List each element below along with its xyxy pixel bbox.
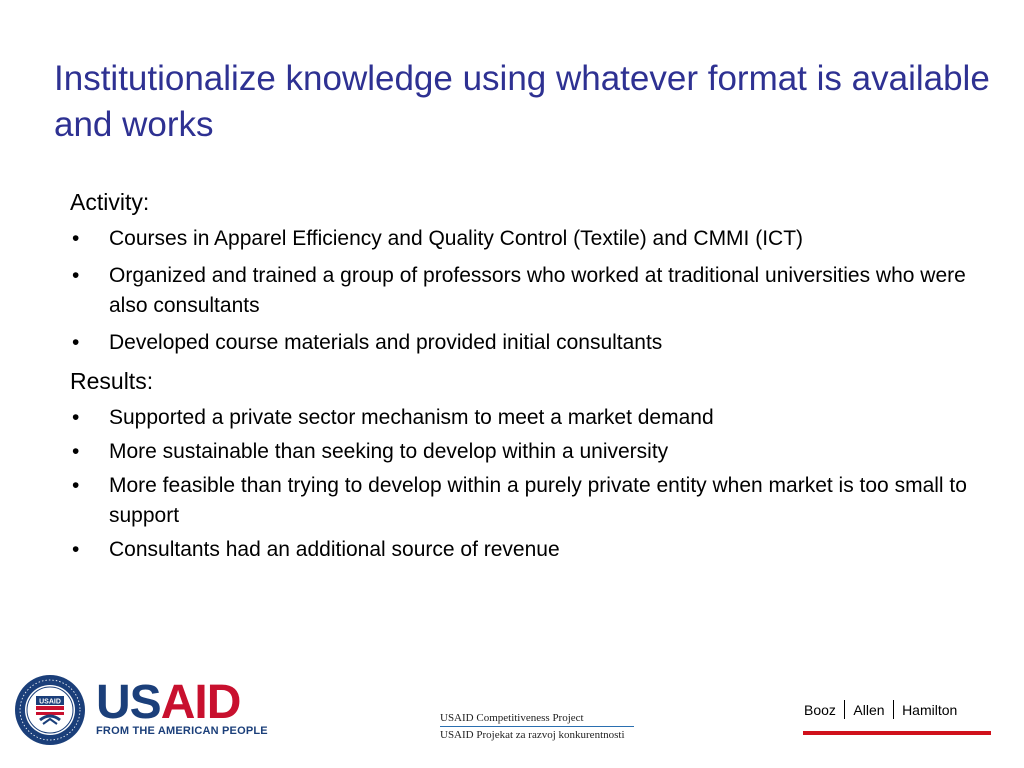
- usaid-logo: [96, 678, 240, 728]
- activity-list: [70, 224, 970, 358]
- booz-allen-hamilton-logo: [804, 700, 957, 719]
- partner-underline: [803, 731, 991, 735]
- results-list: [70, 403, 970, 565]
- project-logo: [440, 712, 634, 742]
- list-item: • Courses in Apparel Efficiency and Quality Control (Textile) and CMMI (ICT): [70, 224, 970, 254]
- slide-title: Institutionalize knowledge using whatever format is available and works: [54, 59, 990, 144]
- seal-label: USAID: [39, 698, 61, 706]
- list-item: • More feasible than trying to develop within a purely private entity when market is too small to support: [70, 471, 970, 531]
- list-item: • More sustainable than seeking to develop within a university: [70, 437, 970, 467]
- partner-name: Booz: [804, 702, 836, 718]
- list-item: • Organized and trained a group of professors who worked at traditional universities who were also consultants: [70, 261, 970, 321]
- list-item: • Supported a private sector mechanism to meet a market demand: [70, 403, 970, 433]
- activity-heading: Activity:: [70, 189, 150, 215]
- separator: [893, 700, 895, 719]
- usaid-logo-us: US: [96, 676, 161, 729]
- usaid-seal-icon: [14, 674, 86, 751]
- list-item: • Consultants had an additional source of revenue: [70, 535, 970, 565]
- usaid-tagline: FROM THE AMERICAN PEOPLE: [96, 725, 268, 737]
- project-name: USAID Competitiveness Project: [440, 712, 634, 727]
- partner-name: Allen: [853, 702, 885, 718]
- separator: [844, 700, 846, 719]
- partner-name: Hamilton: [902, 702, 958, 718]
- results-heading: Results:: [70, 368, 154, 394]
- slide-body: [70, 186, 970, 572]
- usaid-logo-aid: AID: [160, 676, 241, 729]
- list-item: • Developed course materials and provided initial consultants: [70, 328, 970, 358]
- project-name-local: USAID Projekat za razvoj konkurentnosti: [440, 729, 625, 741]
